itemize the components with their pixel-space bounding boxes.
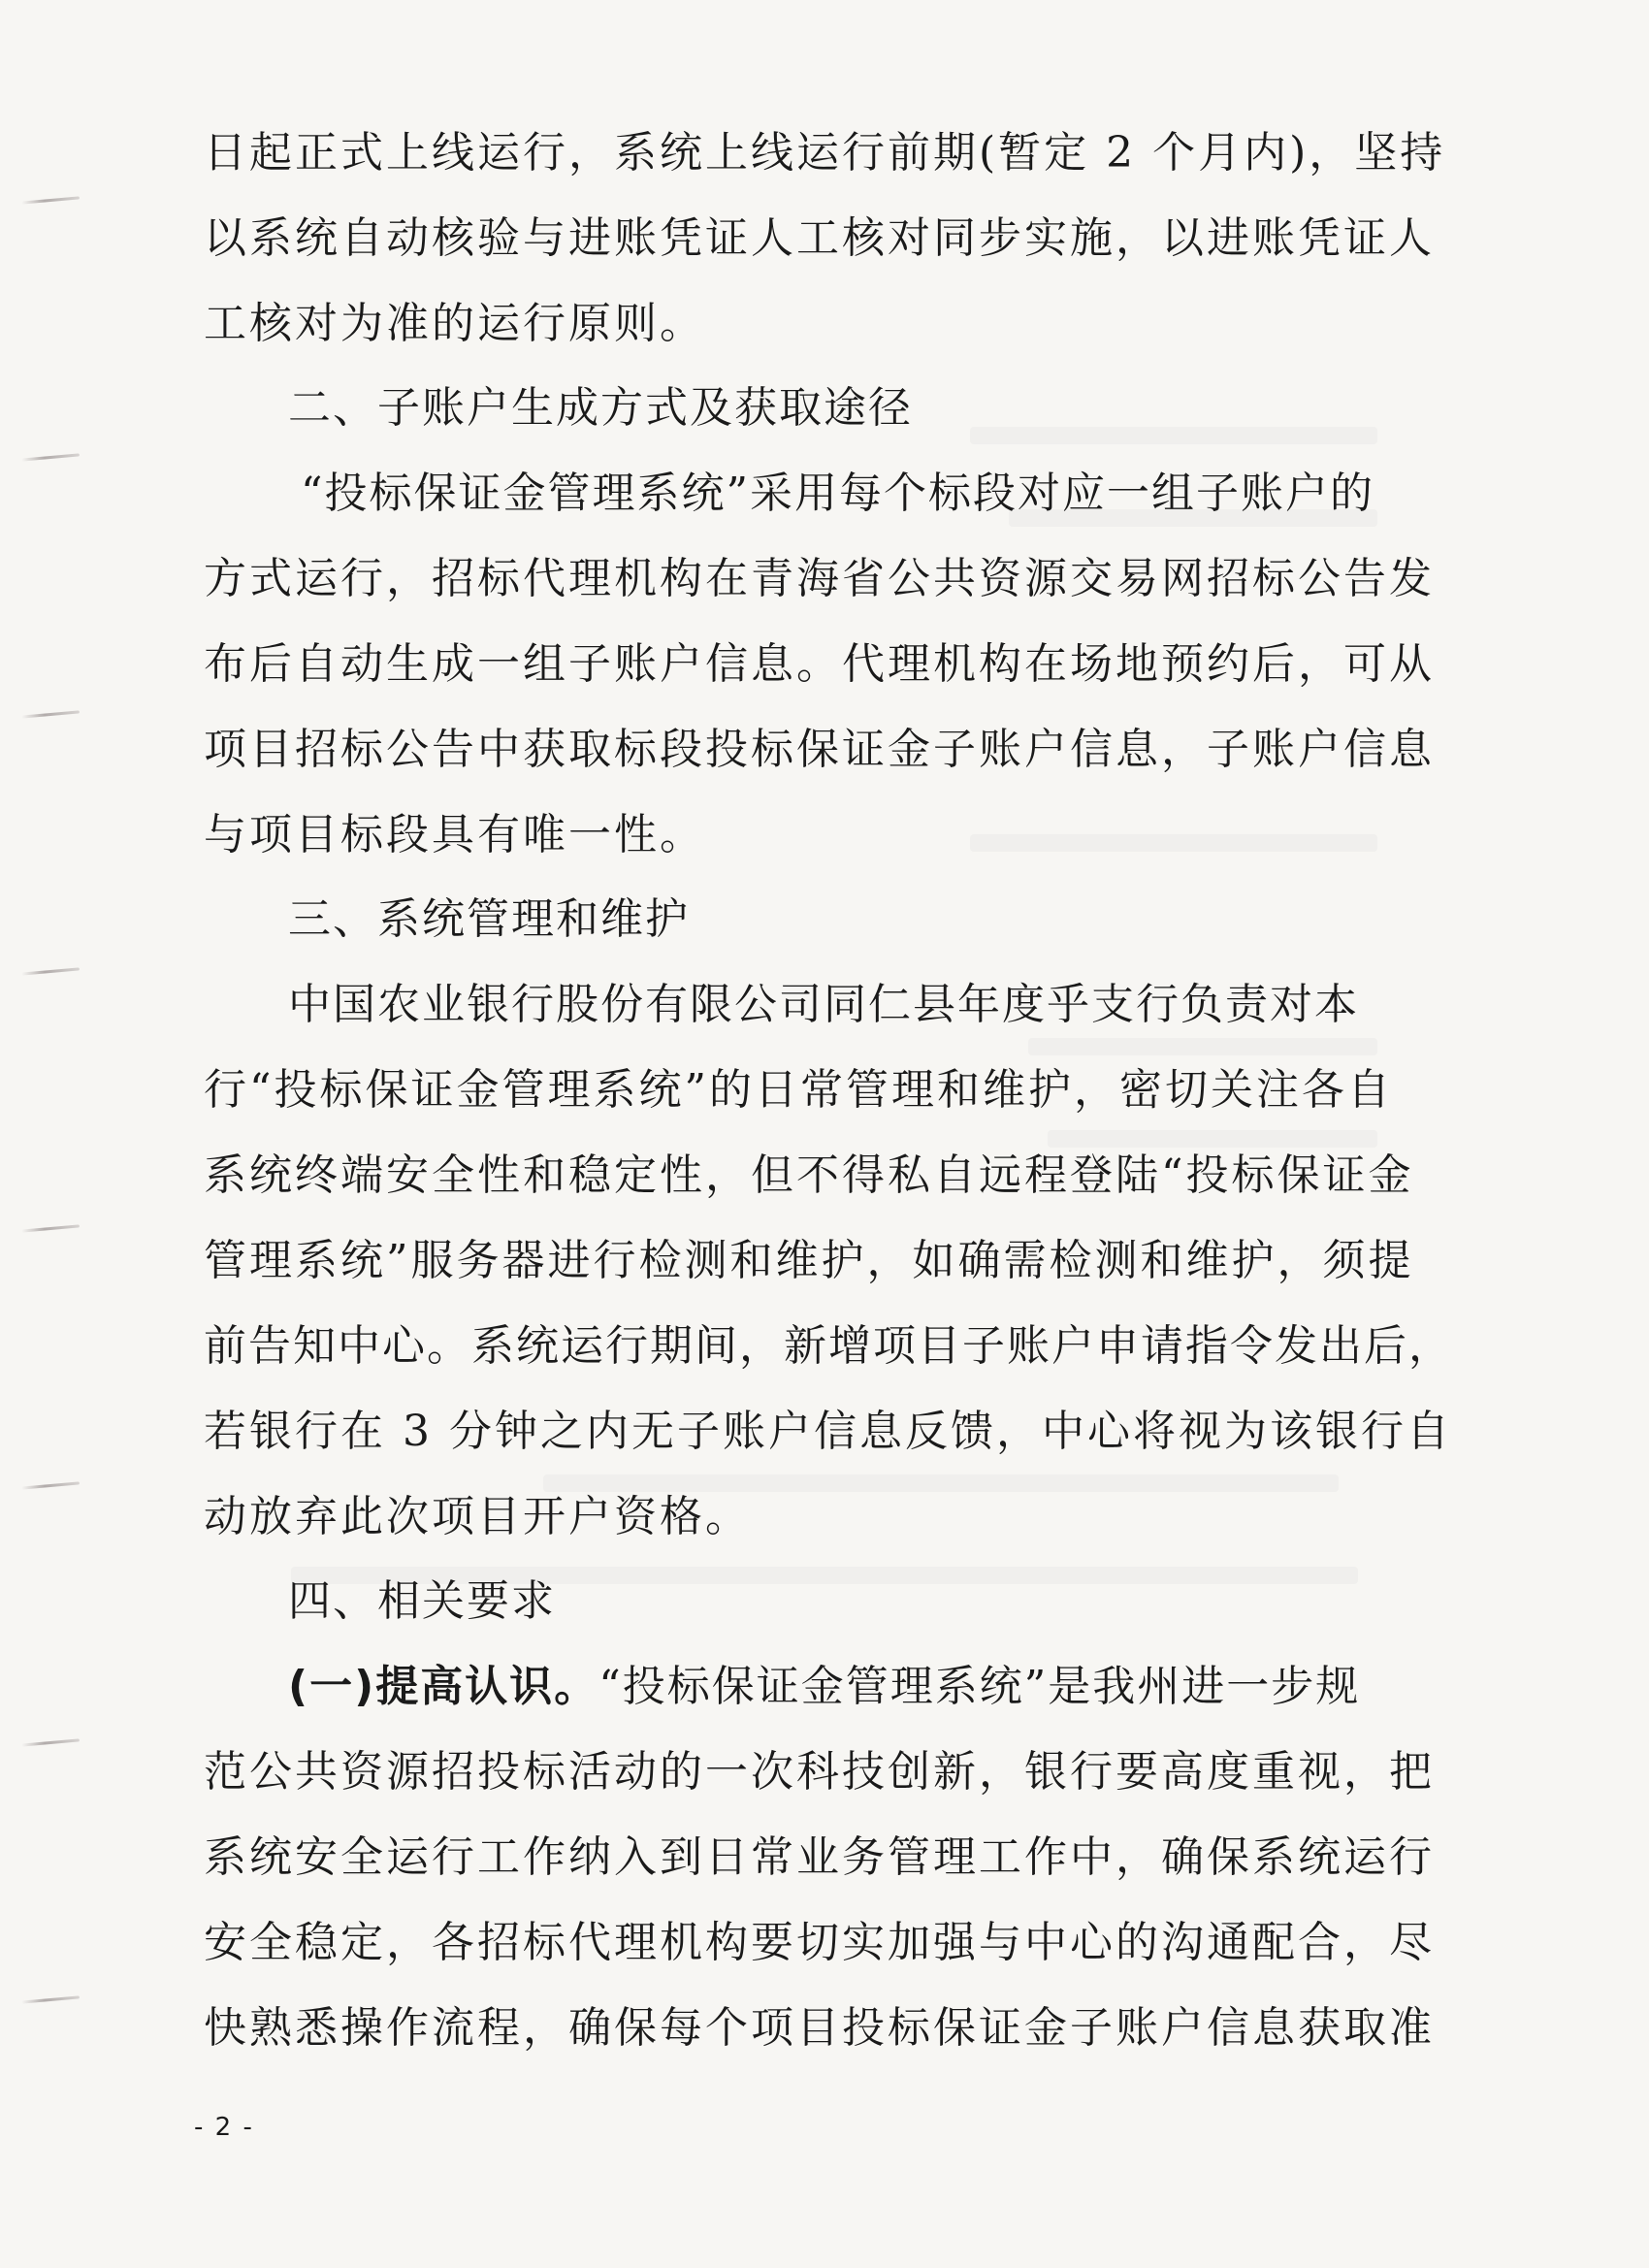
subsection-lead: (一)提高认识。 (288, 1662, 599, 1711)
section-heading: 四、相关要求 (288, 1576, 556, 1626)
binding-mark (21, 1995, 80, 2003)
body-line: 中国农业银行股份有限公司同仁县年度乎支行负责对本 (288, 980, 1359, 1029)
body-line: 动放弃此次项目开户资格。 (204, 1492, 751, 1541)
body-line: 日起正式上线运行，系统上线运行前期(暂定 2 个月内)，坚持 (204, 128, 1446, 178)
body-line: 系统终端安全性和稳定性，但不得私自远程登陆“投标保证金 (204, 1150, 1414, 1200)
binding-mark (21, 710, 80, 718)
body-line: 布后自动生成一组子账户信息。代理机构在场地预约后，可从 (204, 639, 1435, 689)
binding-mark (21, 1224, 80, 1232)
body-line: 工核对为准的运行原则。 (204, 299, 705, 348)
body-line: 前告知中心。系统运行期间，新增项目子账户申请指令发出后， (204, 1321, 1453, 1371)
section-heading: 三、系统管理和维护 (288, 894, 690, 944)
subsection-text: “投标保证金管理系统”是我州进一步规 (598, 1662, 1361, 1711)
binding-mark (21, 1738, 80, 1746)
body-line: 快熟悉操作流程，确保每个项目投标保证金子账户信息获取准 (204, 2003, 1435, 2053)
body-line: 系统安全运行工作纳入到日常业务管理工作中，确保系统运行 (204, 1832, 1435, 1882)
body-line: 管理系统”服务器进行检测和维护，如确需检测和维护，须提 (204, 1236, 1414, 1285)
body-line: 项目招标公告中获取标段投标保证金子账户信息，子账户信息 (204, 725, 1435, 774)
binding-mark (21, 1481, 80, 1489)
section-heading: 二、子账户生成方式及获取途径 (288, 383, 913, 433)
body-line: 若银行在 3 分钟之内无子账户信息反馈，中心将视为该银行自 (204, 1407, 1452, 1456)
bleed-through (1028, 1038, 1377, 1055)
binding-mark (21, 967, 80, 975)
body-line (288, 1658, 1452, 1716)
bleed-through (970, 427, 1377, 444)
body-line: 以系统自动核验与进账凭证人工核对同步实施，以进账凭证人 (204, 213, 1435, 263)
body-line: 行“投标保证金管理系统”的日常管理和维护，密切关注各自 (204, 1065, 1393, 1115)
body-line: 安全稳定，各招标代理机构要切实加强与中心的沟通配合，尽 (204, 1918, 1435, 1967)
page-number: - 2 - (194, 2113, 254, 2142)
bleed-through (1048, 1130, 1377, 1148)
binding-mark (21, 453, 80, 461)
body-line: 与项目标段具有唯一性。 (204, 810, 705, 859)
body-line: 范公共资源招投标活动的一次科技创新，银行要高度重视，把 (204, 1747, 1435, 1797)
body-line: “投标保证金管理系统”采用每个标段对应一组子账户的 (301, 469, 1374, 518)
body-line: 方式运行，招标代理机构在青海省公共资源交易网招标公告发 (204, 554, 1435, 603)
binding-mark (21, 196, 80, 204)
